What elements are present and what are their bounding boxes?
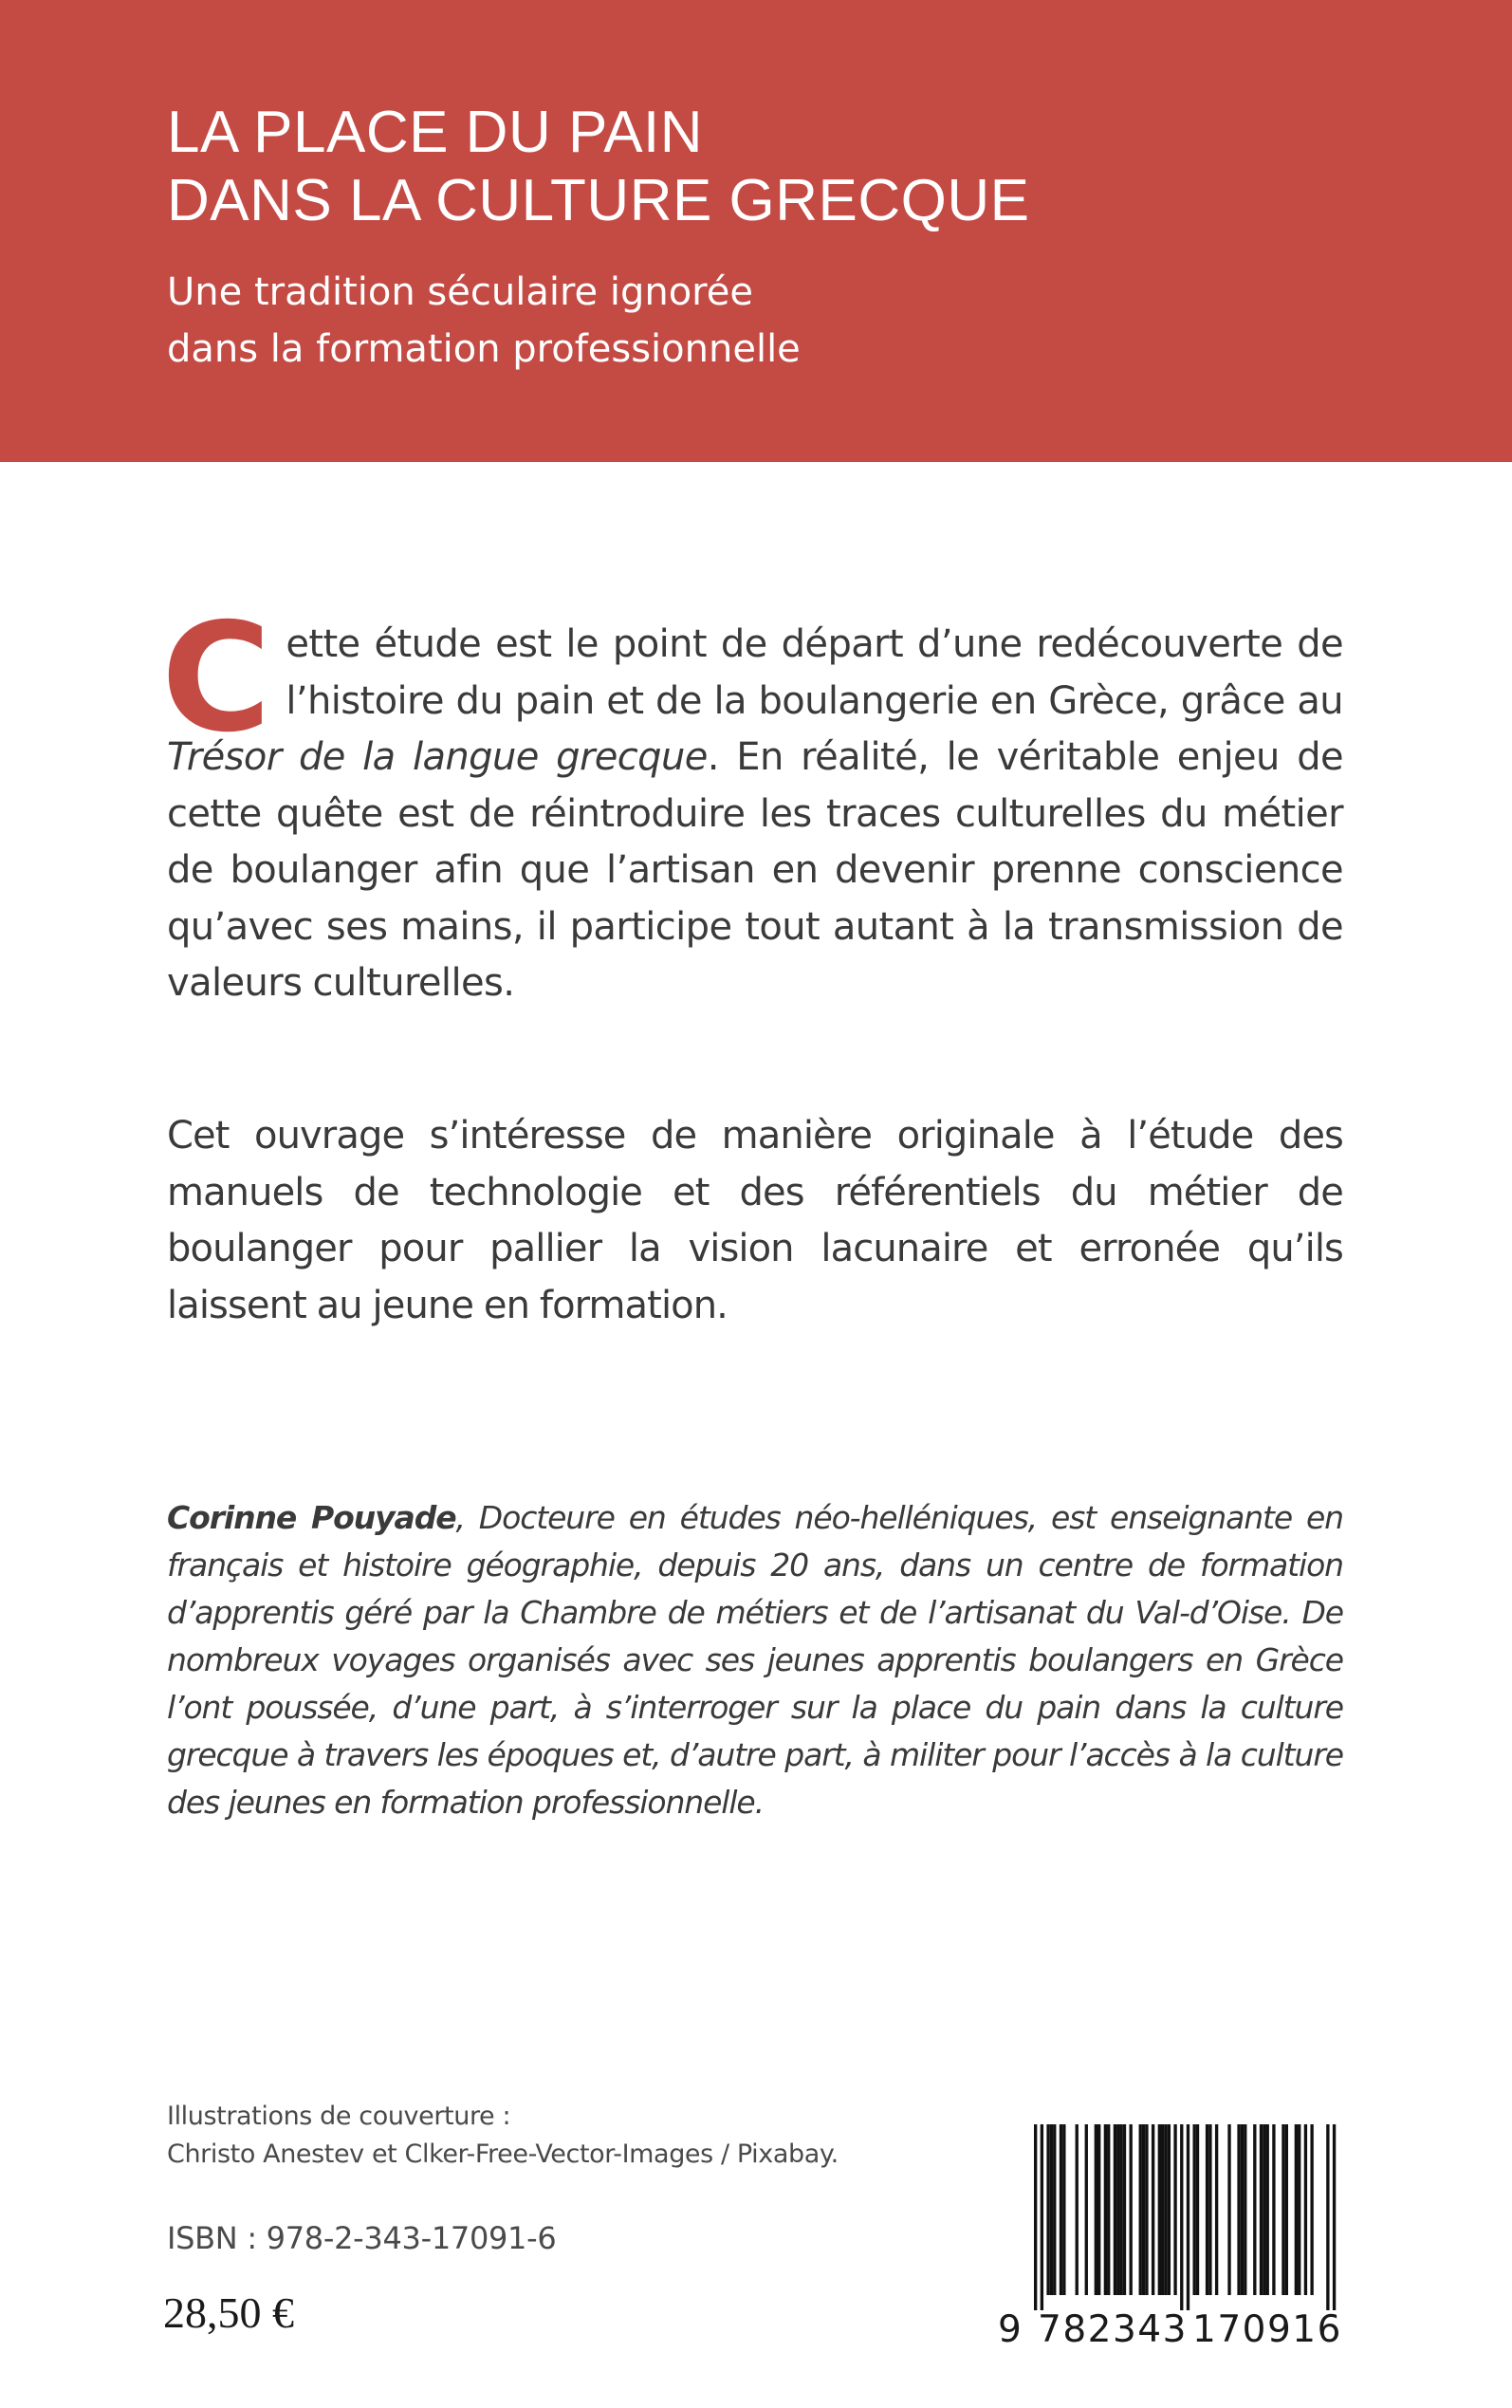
barcode-bar [1272,2124,1275,2295]
summary-p1-text-a: ette étude est le point de départ d’une redécouverte de l’histoire du pain et de la boulangerie en Grèce, grâce au [286,622,1343,723]
barcode-bar [1310,2124,1313,2295]
barcode-bars [998,2121,1351,2310]
illustration-credits [167,2098,1021,2174]
book-title [167,99,1400,235]
author-bio-text: , Docteure en études néo-helléniques, est enseignante en français et histoire géographie, depuis 20 ans, dans un centre de formation d’apprentis géré par la Chambre de métiers et de l’artisanat du Val-d’Oise. De nombreux voyages organisés avec ses jeunes apprentis boulangers en Grèce l’ont poussée, d’une part, à s’interroger sur la place du pain dans la culture grecque à travers les époques et, d’autre part, à militer pour l’accès à la culture des jeunes en formation professionnelle. [167,1499,1343,1821]
barcode-bar [1285,2124,1288,2295]
barcode-bar [1326,2124,1329,2310]
barcode-bar [1237,2124,1240,2295]
barcode-digits-right: 170916 [1192,2308,1342,2351]
barcode-bar [1161,2124,1164,2295]
barcode-bar [1123,2124,1126,2295]
barcode-digit-first: 9 [998,2308,1023,2351]
drop-cap: C [161,591,271,766]
barcode-bar [1050,2124,1053,2295]
subtitle-line-1: Une tradition séculaire ignorée [167,270,753,314]
barcode-bar [1193,2124,1196,2295]
barcode-bar [1062,2124,1065,2295]
barcode-bar [1107,2124,1110,2295]
barcode-bar [1145,2124,1148,2295]
barcode-bar [1076,2124,1079,2295]
author-name: Corinne Pouyade [167,1499,456,1536]
barcode-bar [1173,2124,1176,2295]
barcode-bar [1085,2124,1088,2295]
barcode-digits-left: 782343 [1038,2308,1188,2351]
barcode-bar [1266,2124,1269,2295]
barcode-bar [1304,2124,1307,2295]
barcode-bar [1119,2124,1122,2295]
book-subtitle [167,264,1400,378]
isbn: ISBN : 978-2-343-17091-6 [167,2220,557,2256]
barcode-bar [1034,2124,1037,2310]
barcode-bar [1139,2124,1142,2295]
barcode-bar [1282,2124,1284,2295]
barcode-digits [998,2308,1351,2356]
barcode-bar [1104,2124,1107,2295]
barcode-bar [1206,2124,1208,2295]
barcode-bar [1241,2124,1244,2295]
summary-paragraph-1 [161,591,1343,1012]
barcode-bar [1333,2124,1336,2310]
summary-paragraph-2: Cet ouvrage s’intéresse de manière originale à l’étude des manuels de technologie et des référentiels du métier de boulanger pour pallier la vision lacunaire et erronée qu’ils laissent au jeune en formation. [167,1114,1343,1327]
barcode-bar [1260,2124,1263,2295]
barcode-bar [1208,2124,1211,2295]
summary-p1-italic-title: Trésor de la langue grecque [167,735,708,779]
barcode-bar [1114,2124,1116,2295]
credits-names: Christo Anestev et Clker-Free-Vector-Images / Pixabay. [167,2139,839,2169]
barcode-bar [1053,2124,1056,2295]
title-banner [0,0,1512,462]
barcode-bar [1227,2124,1230,2295]
barcode-bar [1116,2124,1119,2295]
barcode [998,2121,1351,2362]
price: 28,50 € [163,2288,294,2337]
barcode-bar [1180,2124,1183,2310]
title-line-2: DANS LA CULTURE GRECQUE [167,168,1030,233]
barcode-bar [1152,2124,1154,2295]
author-bio [167,1494,1343,1826]
barcode-bar [1046,2124,1049,2295]
barcode-bar [1041,2124,1043,2310]
barcode-bar [1164,2124,1167,2295]
barcode-bar [1244,2124,1246,2295]
barcode-bar [1095,2124,1097,2295]
barcode-bar [1168,2124,1171,2295]
summary-p1-text-b: . En réalité, le véritable enjeu de cette quête est de réintroduire les traces culturelles du métier de boulanger afin que l’artisan en devenir prenne conscience qu’avec ses mains, il participe tout autant à la transmission de valeurs culturelles. [167,735,1343,1005]
barcode-bar [1097,2124,1100,2295]
title-line-1: LA PLACE DU PAIN [167,100,704,165]
barcode-bar [1060,2124,1062,2295]
subtitle-line-2: dans la formation professionnelle [167,327,801,371]
barcode-bar [1130,2124,1133,2295]
barcode-bar [1295,2124,1298,2295]
credits-label: Illustrations de couverture : [167,2102,511,2131]
barcode-bar [1158,2124,1161,2295]
barcode-bar [1215,2124,1218,2295]
barcode-bar [1253,2124,1256,2295]
barcode-bar [1263,2124,1265,2295]
barcode-bar [1298,2124,1300,2295]
barcode-bar [1196,2124,1199,2295]
barcode-bar [1187,2124,1189,2310]
barcode-bar [1142,2124,1145,2295]
